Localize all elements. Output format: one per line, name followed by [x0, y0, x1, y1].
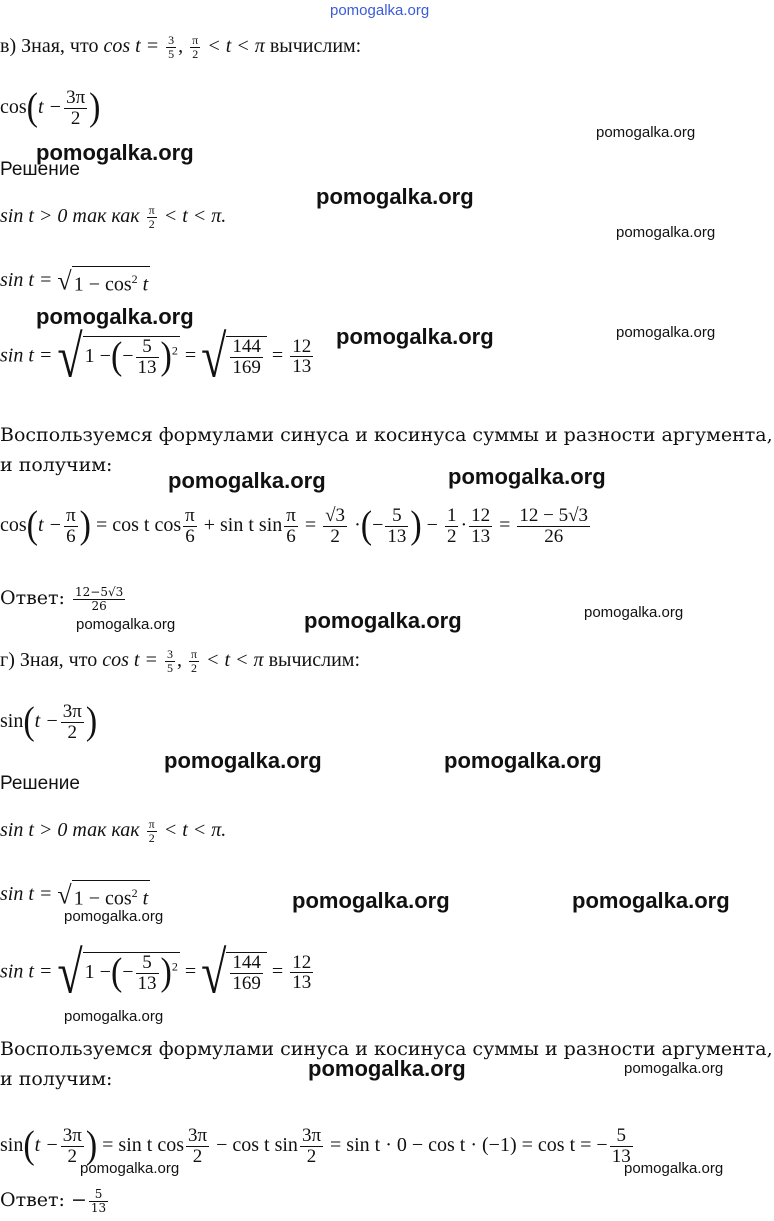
watermark: pomogalka.org — [64, 908, 164, 925]
part-g-answer: Ответ: − $\frac{5}{13}$ — [0, 1187, 107, 1215]
watermark: pomogalka.org — [596, 124, 696, 141]
watermark: pomogalka.org — [308, 1056, 466, 1081]
watermark: pomogalka.org — [76, 616, 176, 633]
watermark: pomogalka.org — [36, 304, 194, 329]
part-g-formula: sin(t − $\frac{3\pi}{2}$ ) = sin t cos $\frac{3\pi}{2}$ − cos t sin $\frac{3\pi}{2}$ = sin t · 0 − cos t · (−1) = cos t = − $\frac{5}{13}$ — [0, 1124, 631, 1168]
watermark: pomogalka.org — [624, 1160, 724, 1177]
part-g-formula-text: Воспользуемся формулами синуса и косинуса суммы и разности аргумента, и получим: — [0, 1038, 773, 1090]
part-v-formula-text: Воспользуемся формулами синуса и косинуса суммы и разности аргумента, и получим: — [0, 424, 773, 476]
watermark: pomogalka.org — [292, 888, 450, 913]
part-g-sin-positive: sin t > 0 так как $\frac{\pi}{2}$ < t < π. — [0, 817, 227, 845]
part-g-sin-calc: sin t = √ 1 −(− $\frac{5}{13}$ )$^2$ = √ $\frac{144}{169}$ = $\frac{12}{13}$ — [0, 939, 312, 1006]
part-v-sin-positive: sin t > 0 так как $\frac{\pi}{2}$ < t < π. — [0, 203, 227, 231]
watermark: pomogalka.org — [616, 224, 716, 241]
part-v-cos-t: cos t = — [103, 35, 160, 57]
watermark: pomogalka.org — [64, 1008, 164, 1025]
part-v-formula: cos(t − $\frac{\pi}{6}$ ) = cos t cos $\frac{\pi}{6}$ + sin t sin $\frac{\pi}{6}$ = $\frac{√3}{2}$ ·(− $\frac{5}{13}$ ) − $\frac{1}{2}$ · $\frac{12}{13}$ = $\frac{12 - 5√3}{26}$ — [0, 504, 589, 548]
part-g-label: г) — [0, 649, 15, 671]
watermark: pomogalka.org — [80, 1160, 180, 1177]
part-v-cos-fraction: $\frac{3}{5}$ — [168, 33, 175, 61]
watermark: pomogalka.org — [584, 604, 684, 621]
watermark: pomogalka.org — [168, 468, 326, 493]
watermark: pomogalka.org — [572, 888, 730, 913]
watermark: pomogalka.org — [336, 324, 494, 349]
watermark: pomogalka.org — [36, 140, 194, 165]
part-v-given: в) Зная, что cos t = $\frac{3}{5}$ , $\frac{\pi}{2}$ < t < π вычислим: — [0, 33, 362, 61]
part-g-sin-def: sin t = √ $1 - \cos^2 t$ — [0, 880, 149, 910]
part-v-solution-heading: Решение — [0, 159, 80, 180]
part-v-sin-calc: sin t = √ 1 −(− $\frac{5}{13}$ )$^2$ = √ $\frac{144}{169}$ = $\frac{12}{13}$ — [0, 323, 312, 390]
part-v-given-word: Зная, что — [21, 35, 99, 57]
part-g-solution-heading: Решение — [0, 773, 80, 794]
watermark: pomogalka.org — [316, 184, 474, 209]
part-v-cond-right: < t < π — [207, 35, 265, 57]
part-v-sin-def: sin t = √ $1 - \cos^2 t$ — [0, 266, 149, 296]
watermark: pomogalka.org — [448, 464, 606, 489]
part-v-label: в) — [0, 35, 17, 57]
part-g-given: г) Зная, что cos t = $\frac{3}{5}$ , $\frac{\pi}{2}$ < t < π вычислим: — [0, 647, 360, 675]
part-v-task: cos(t − $\frac{3\pi}{2}$ ) — [0, 86, 101, 130]
part-v-answer: Ответ: $\frac{12-5√3}{26}$ — [0, 585, 124, 613]
watermark: pomogalka.org — [164, 748, 322, 773]
watermark: pomogalka.org — [624, 1060, 724, 1077]
watermark-top: pomogalka.org — [330, 2, 430, 19]
part-v-cond-fraction: $\frac{\pi}{2}$ — [192, 33, 199, 61]
watermark: pomogalka.org — [444, 748, 602, 773]
part-v-compute-word: вычислим: — [269, 35, 362, 57]
watermark: pomogalka.org — [616, 324, 716, 341]
watermark: pomogalka.org — [304, 608, 462, 633]
part-g-task: sin(t − $\frac{3\pi}{2}$ ) — [0, 700, 98, 744]
